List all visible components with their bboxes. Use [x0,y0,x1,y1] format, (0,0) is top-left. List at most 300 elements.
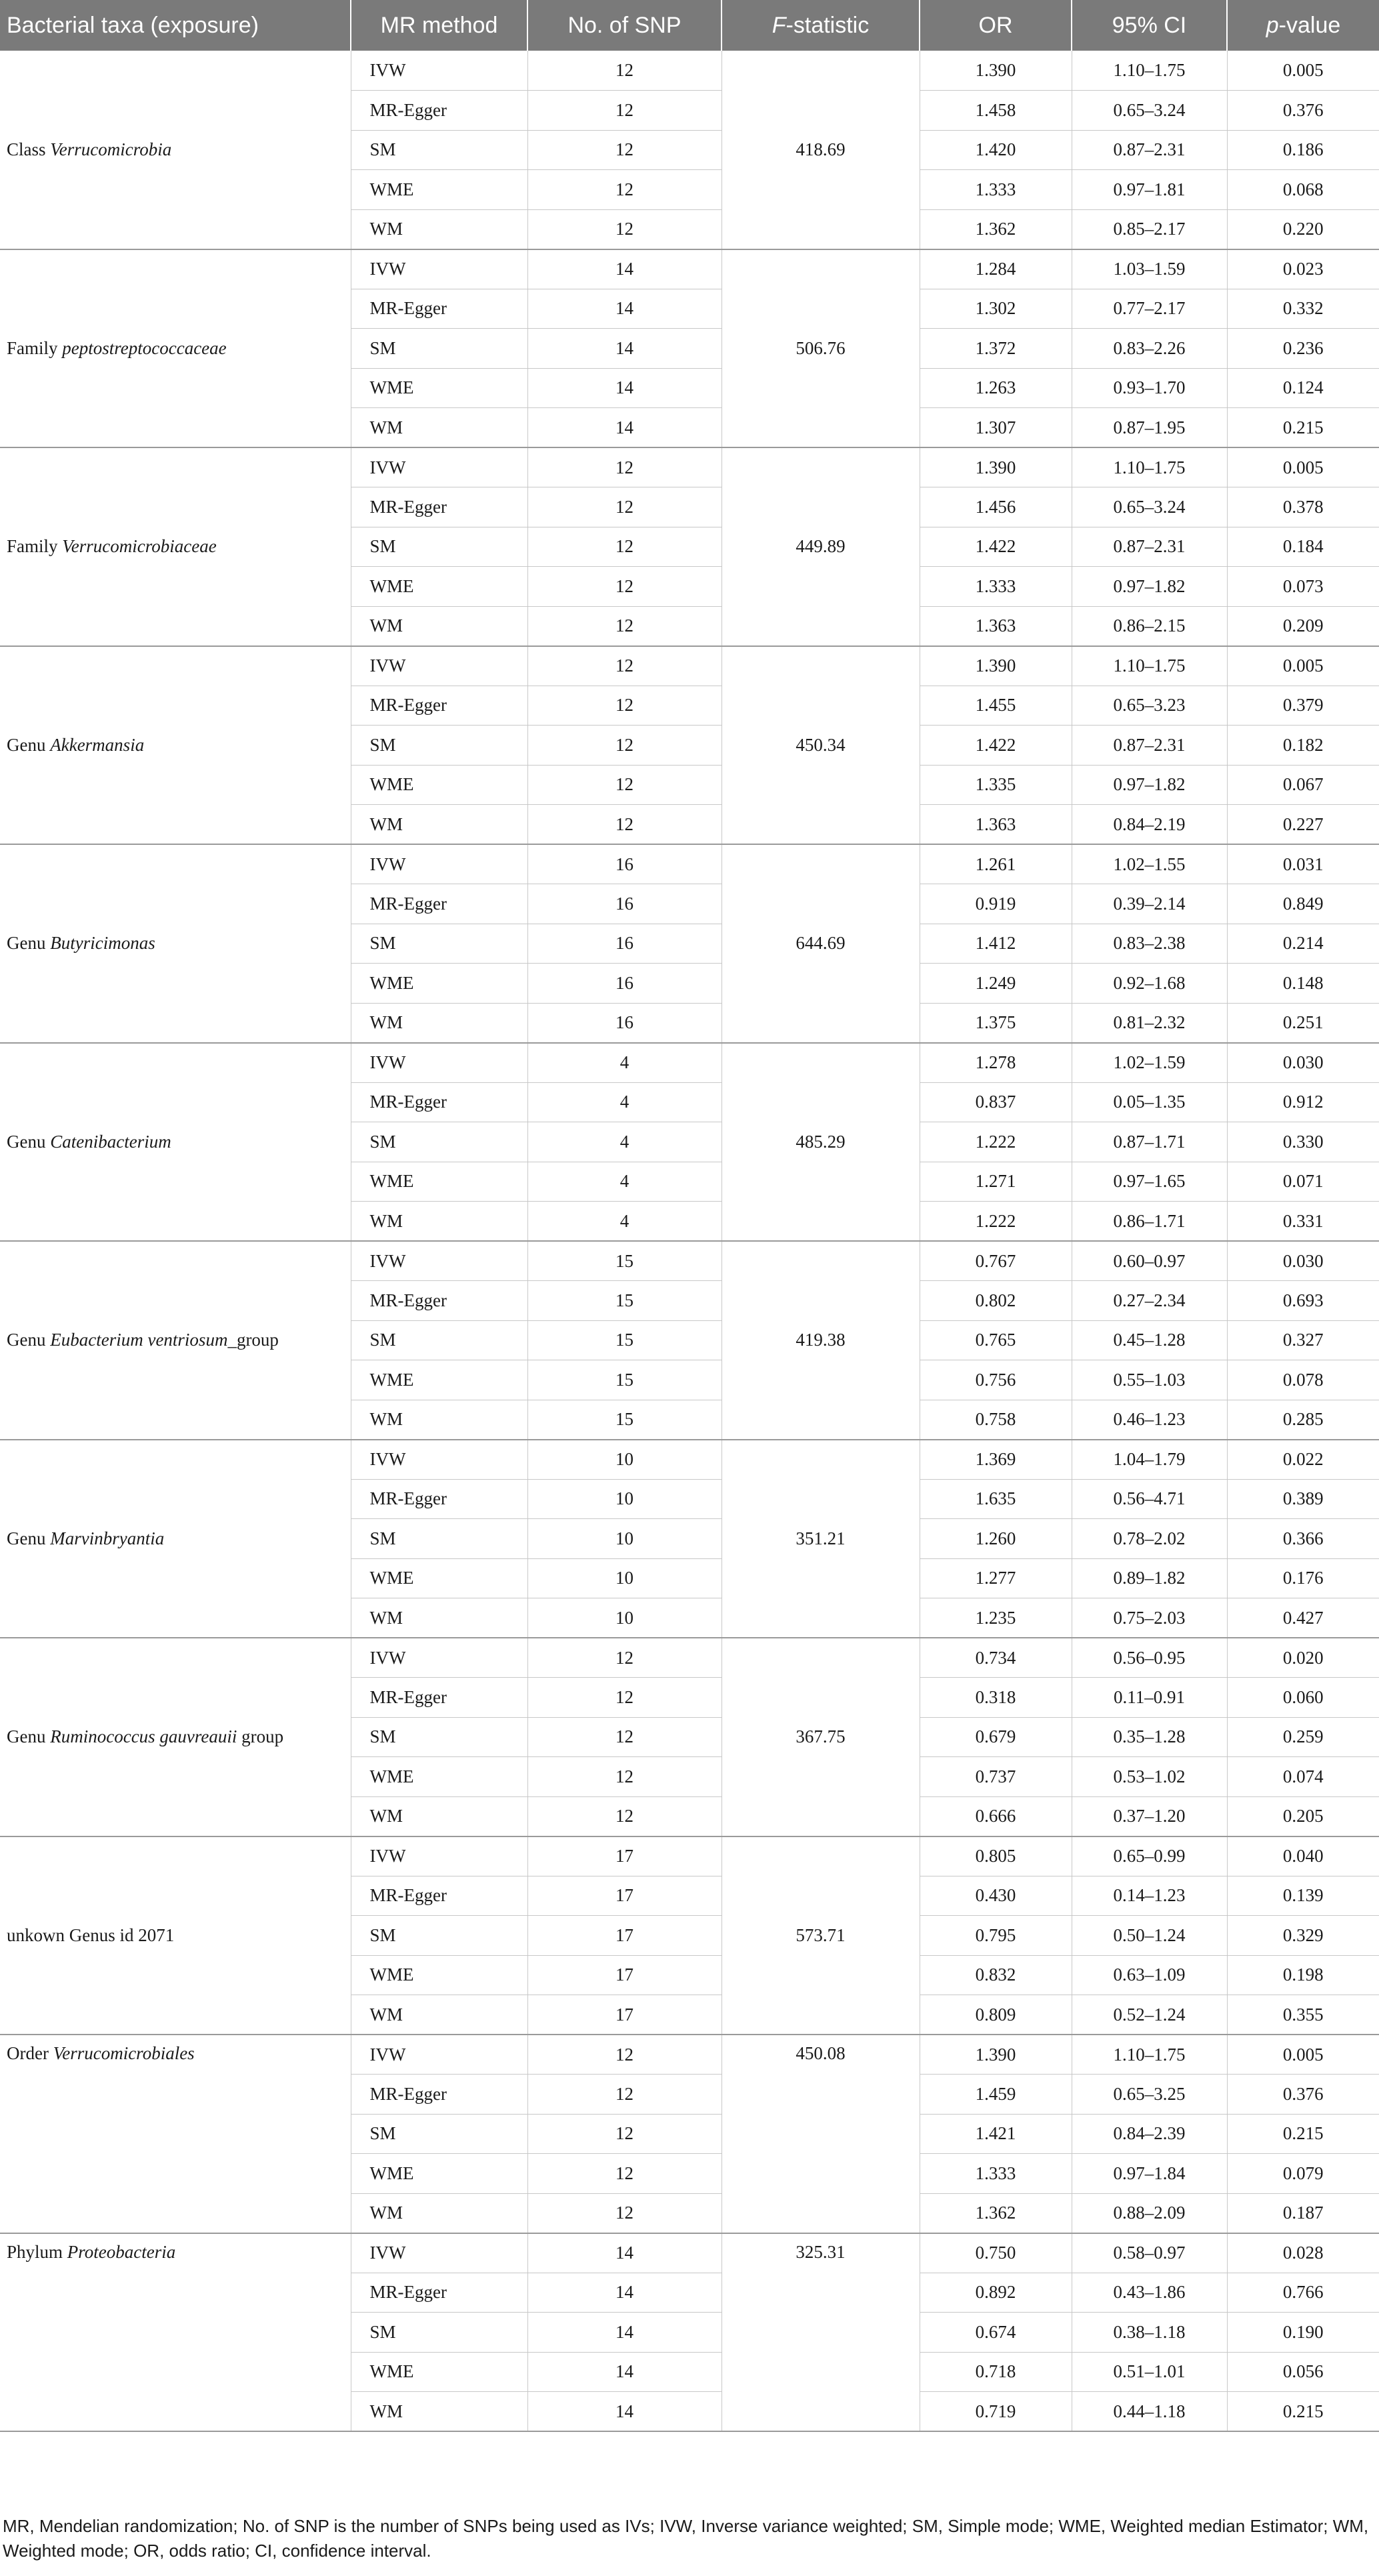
taxon-rank: Genu [7,1131,51,1152]
p-value-cell: 0.285 [1227,1400,1379,1440]
nsnp-cell: 15 [527,1360,722,1400]
p-value-cell: 0.198 [1227,1955,1379,1995]
p-value-cell: 0.366 [1227,1519,1379,1559]
method-cell: MR-Egger [351,1876,527,1916]
taxon-name: peptostreptococcaceae [62,337,227,358]
taxon-rank: Family [7,337,63,358]
nsnp-cell: 14 [527,2273,722,2313]
p-value-cell: 0.071 [1227,1162,1379,1202]
method-cell: WM [351,2392,527,2432]
ci-cell: 0.05–1.35 [1072,1082,1227,1122]
ci-cell: 0.37–1.20 [1072,1796,1227,1836]
p-value-cell: 0.040 [1227,1836,1379,1876]
or-cell: 0.666 [920,1796,1072,1836]
method-cell: WME [351,964,527,1004]
ci-cell: 0.86–1.71 [1072,1202,1227,1242]
p-value-cell: 0.693 [1227,1281,1379,1321]
ci-cell: 1.10–1.75 [1072,447,1227,487]
table-row [0,1836,1379,1876]
ci-cell: 0.89–1.82 [1072,1558,1227,1598]
ci-cell: 1.03–1.59 [1072,249,1227,289]
method-cell: WME [351,1955,527,1995]
method-cell: IVW [351,1440,527,1480]
method-cell: SM [351,1717,527,1757]
p-value-cell: 0.190 [1227,2313,1379,2353]
ci-cell: 0.87–1.71 [1072,1122,1227,1162]
or-cell: 1.421 [920,2114,1072,2154]
fstat-cell: 506.76 [722,249,920,448]
header-row [0,0,1379,51]
nsnp-cell: 12 [527,726,722,766]
or-cell: 1.278 [920,1043,1072,1083]
taxon-name: Marvinbryantia [50,1528,165,1548]
nsnp-cell: 10 [527,1558,722,1598]
ci-cell: 0.11–0.91 [1072,1678,1227,1718]
or-cell: 0.892 [920,2273,1072,2313]
nsnp-cell: 15 [527,1281,722,1321]
p-value-cell: 0.030 [1227,1241,1379,1281]
or-cell: 1.390 [920,51,1072,91]
taxon-cell [0,1241,351,1440]
method-cell: IVW [351,1638,527,1678]
p-value-cell: 0.215 [1227,2114,1379,2154]
nsnp-cell: 15 [527,1241,722,1281]
taxon-rank: unkown Genus id 2071 [7,1924,175,1945]
method-cell: WME [351,765,527,805]
p-value-cell: 0.205 [1227,1796,1379,1836]
method-cell: MR-Egger [351,686,527,726]
ci-cell: 0.97–1.65 [1072,1162,1227,1202]
p-value-cell: 0.022 [1227,1440,1379,1480]
table-row [0,1440,1379,1480]
nsnp-cell: 14 [527,368,722,408]
header-method: MR method [351,0,527,51]
header-nsnp: No. of SNP [527,0,722,51]
header-or: OR [920,0,1072,51]
nsnp-cell: 12 [527,487,722,527]
or-cell: 1.222 [920,1202,1072,1242]
method-cell: SM [351,2313,527,2353]
ci-cell: 0.83–2.38 [1072,924,1227,964]
method-cell: SM [351,1320,527,1360]
ci-cell: 0.55–1.03 [1072,1360,1227,1400]
method-cell: IVW [351,646,527,686]
p-value-cell: 0.124 [1227,368,1379,408]
or-cell: 1.362 [920,2193,1072,2233]
p-value-cell: 0.376 [1227,91,1379,131]
or-cell: 0.679 [920,1717,1072,1757]
or-cell: 1.333 [920,567,1072,607]
taxon-suffix: _group [227,1330,279,1350]
or-cell: 1.455 [920,686,1072,726]
nsnp-cell: 12 [527,2075,722,2115]
p-value-cell: 0.215 [1227,408,1379,448]
taxon-rank: Family [7,536,63,557]
or-cell: 0.919 [920,884,1072,924]
method-cell: WME [351,1360,527,1400]
p-value-cell: 0.187 [1227,2193,1379,2233]
taxon-name: Akkermansia [50,734,145,755]
or-cell: 1.260 [920,1519,1072,1559]
nsnp-cell: 14 [527,289,722,329]
nsnp-cell: 17 [527,1916,722,1956]
method-cell: SM [351,329,527,369]
method-cell: WME [351,567,527,607]
ci-cell: 0.75–2.03 [1072,1598,1227,1638]
nsnp-cell: 12 [527,1796,722,1836]
p-value-cell: 0.068 [1227,170,1379,210]
method-cell: IVW [351,1836,527,1876]
nsnp-cell: 16 [527,884,722,924]
ci-cell: 0.43–1.86 [1072,2273,1227,2313]
table-footnote: MR, Mendelian randomization; No. of SNP is the number of SNPs being used as IVs; IVW, Inverse variance weighted; SM, Simple mode; WME, Weighted median Estimator; WM, Weighted mode; OR, odds ratio; CI, confidence interval. [3,2516,1369,2561]
nsnp-cell: 4 [527,1162,722,1202]
nsnp-cell: 10 [527,1598,722,1638]
header-ci: 95% CI [1072,0,1227,51]
table-row [0,1043,1379,1083]
header-fstat-rest: -statistic [786,12,870,38]
ci-cell: 0.93–1.70 [1072,368,1227,408]
nsnp-cell: 17 [527,1995,722,2035]
method-cell: WM [351,1796,527,1836]
p-value-cell: 0.332 [1227,289,1379,329]
p-value-cell: 0.079 [1227,2154,1379,2194]
p-value-cell: 0.329 [1227,1916,1379,1956]
fstat-cell: 325.31 [722,2233,920,2432]
or-cell: 0.718 [920,2352,1072,2392]
or-cell: 1.277 [920,1558,1072,1598]
or-cell: 0.832 [920,1955,1072,1995]
or-cell: 0.802 [920,1281,1072,1321]
ci-cell: 0.56–0.95 [1072,1638,1227,1678]
fstat-cell: 418.69 [722,51,920,249]
or-cell: 1.302 [920,289,1072,329]
taxon-rank: Class [7,139,51,159]
method-cell: MR-Egger [351,1281,527,1321]
p-value-cell: 0.030 [1227,1043,1379,1083]
ci-cell: 0.35–1.28 [1072,1717,1227,1757]
nsnp-cell: 14 [527,2313,722,2353]
p-value-cell: 0.067 [1227,765,1379,805]
fstat-cell: 450.08 [722,2035,920,2233]
or-cell: 0.795 [920,1916,1072,1956]
or-cell: 0.765 [920,1320,1072,1360]
nsnp-cell: 16 [527,1003,722,1043]
ci-cell: 1.10–1.75 [1072,2035,1227,2075]
ci-cell: 0.97–1.82 [1072,765,1227,805]
p-value-cell: 0.005 [1227,646,1379,686]
or-cell: 1.420 [920,130,1072,170]
method-cell: IVW [351,51,527,91]
taxon-rank: Order [7,2043,53,2063]
p-value-cell: 0.389 [1227,1479,1379,1519]
method-cell: WM [351,1003,527,1043]
method-cell: IVW [351,2035,527,2075]
method-cell: WM [351,1598,527,1638]
ci-cell: 0.77–2.17 [1072,289,1227,329]
ci-cell: 0.46–1.23 [1072,1400,1227,1440]
method-cell: WM [351,805,527,845]
ci-cell: 0.97–1.81 [1072,170,1227,210]
method-cell: WME [351,368,527,408]
p-value-cell: 0.028 [1227,2233,1379,2273]
nsnp-cell: 17 [527,1955,722,1995]
or-cell: 1.390 [920,2035,1072,2075]
fstat-cell: 351.21 [722,1440,920,1638]
fstat-cell: 449.89 [722,447,920,646]
method-cell: MR-Egger [351,2273,527,2313]
or-cell: 0.719 [920,2392,1072,2432]
p-value-cell: 0.259 [1227,1717,1379,1757]
nsnp-cell: 12 [527,51,722,91]
or-cell: 0.750 [920,2233,1072,2273]
ci-cell: 0.52–1.24 [1072,1995,1227,2035]
nsnp-cell: 17 [527,1876,722,1916]
taxon-cell [0,1638,351,1836]
nsnp-cell: 15 [527,1320,722,1360]
or-cell: 1.333 [920,2154,1072,2194]
ci-cell: 0.60–0.97 [1072,1241,1227,1281]
table-header [0,0,1379,51]
method-cell: SM [351,1122,527,1162]
nsnp-cell: 12 [527,527,722,567]
ci-cell: 0.58–0.97 [1072,2233,1227,2273]
taxon-suffix: group [237,1726,284,1747]
p-value-cell: 0.182 [1227,726,1379,766]
p-value-cell: 0.005 [1227,2035,1379,2075]
nsnp-cell: 12 [527,2114,722,2154]
ci-cell: 0.92–1.68 [1072,964,1227,1004]
nsnp-cell: 10 [527,1519,722,1559]
ci-cell: 0.65–3.24 [1072,487,1227,527]
or-cell: 1.362 [920,209,1072,249]
or-cell: 0.737 [920,1757,1072,1797]
ci-cell: 0.27–2.34 [1072,1281,1227,1321]
ci-cell: 0.97–1.84 [1072,2154,1227,2194]
ci-cell: 0.84–2.19 [1072,805,1227,845]
nsnp-cell: 12 [527,686,722,726]
method-cell: MR-Egger [351,884,527,924]
ci-cell: 0.50–1.24 [1072,1916,1227,1956]
taxon-rank: Phylum [7,2241,67,2262]
method-cell: SM [351,1519,527,1559]
p-value-cell: 0.214 [1227,924,1379,964]
or-cell: 1.363 [920,805,1072,845]
nsnp-cell: 15 [527,1400,722,1440]
p-value-cell: 0.376 [1227,2075,1379,2115]
taxon-name: Verrucomicrobia [50,139,172,159]
or-cell: 1.372 [920,329,1072,369]
p-value-cell: 0.331 [1227,1202,1379,1242]
method-cell: MR-Egger [351,2075,527,2115]
or-cell: 0.756 [920,1360,1072,1400]
method-cell: MR-Egger [351,487,527,527]
ci-cell: 0.65–3.23 [1072,686,1227,726]
p-value-cell: 0.005 [1227,51,1379,91]
or-cell: 1.333 [920,170,1072,210]
or-cell: 0.758 [920,1400,1072,1440]
ci-cell: 1.02–1.55 [1072,844,1227,884]
method-cell: WME [351,1162,527,1202]
method-cell: WM [351,2193,527,2233]
method-cell: WME [351,170,527,210]
p-value-cell: 0.379 [1227,686,1379,726]
p-value-cell: 0.031 [1227,844,1379,884]
taxon-name: Verrucomicrobiaceae [62,536,217,557]
method-cell: WM [351,1400,527,1440]
method-cell: IVW [351,249,527,289]
method-cell: WM [351,1202,527,1242]
ci-cell: 0.38–1.18 [1072,2313,1227,2353]
fstat-cell: 573.71 [722,1836,920,2035]
or-cell: 1.459 [920,2075,1072,2115]
or-cell: 0.837 [920,1082,1072,1122]
taxon-cell [0,2233,351,2432]
nsnp-cell: 12 [527,447,722,487]
table-row [0,447,1379,487]
nsnp-cell: 12 [527,765,722,805]
ci-cell: 0.86–2.15 [1072,606,1227,646]
nsnp-cell: 12 [527,209,722,249]
taxon-cell [0,51,351,249]
or-cell: 1.422 [920,726,1072,766]
header-p-rest: -value [1278,12,1341,38]
ci-cell: 0.39–2.14 [1072,884,1227,924]
or-cell: 0.430 [920,1876,1072,1916]
p-value-cell: 0.912 [1227,1082,1379,1122]
p-value-cell: 0.020 [1227,1638,1379,1678]
method-cell: WM [351,209,527,249]
p-value-cell: 0.766 [1227,2273,1379,2313]
method-cell: WME [351,2352,527,2392]
method-cell: WM [351,606,527,646]
or-cell: 1.307 [920,408,1072,448]
nsnp-cell: 14 [527,408,722,448]
taxon-cell [0,1836,351,2035]
nsnp-cell: 12 [527,1638,722,1678]
nsnp-cell: 12 [527,1757,722,1797]
table-row [0,844,1379,884]
ci-cell: 0.84–2.39 [1072,2114,1227,2154]
taxon-cell [0,447,351,646]
header-fstat-italic: F [772,12,786,38]
p-value-cell: 0.005 [1227,447,1379,487]
ci-cell: 0.45–1.28 [1072,1320,1227,1360]
p-value-cell: 0.236 [1227,329,1379,369]
nsnp-cell: 4 [527,1202,722,1242]
nsnp-cell: 4 [527,1082,722,1122]
method-cell: IVW [351,1043,527,1083]
taxon-name: Eubacterium ventriosum [50,1330,228,1350]
fstat-cell: 485.29 [722,1043,920,1242]
nsnp-cell: 12 [527,646,722,686]
method-cell: MR-Egger [351,1479,527,1519]
taxon-rank: Genu [7,734,51,755]
ci-cell: 0.81–2.32 [1072,1003,1227,1043]
ci-cell: 1.02–1.59 [1072,1043,1227,1083]
p-value-cell: 0.078 [1227,1360,1379,1400]
or-cell: 1.456 [920,487,1072,527]
p-value-cell: 0.186 [1227,130,1379,170]
fstat-cell: 644.69 [722,844,920,1043]
p-value-cell: 0.184 [1227,527,1379,567]
ci-cell: 0.87–2.31 [1072,726,1227,766]
or-cell: 1.235 [920,1598,1072,1638]
nsnp-cell: 10 [527,1440,722,1480]
nsnp-cell: 12 [527,170,722,210]
p-value-cell: 0.060 [1227,1678,1379,1718]
nsnp-cell: 12 [527,567,722,607]
method-cell: IVW [351,447,527,487]
nsnp-cell: 12 [527,130,722,170]
taxon-name: Ruminococcus gauvreauii [50,1726,237,1747]
p-value-cell: 0.251 [1227,1003,1379,1043]
ci-cell: 0.65–0.99 [1072,1836,1227,1876]
taxon-rank: Genu [7,1330,51,1350]
ci-cell: 1.04–1.79 [1072,1440,1227,1480]
method-cell: IVW [351,1241,527,1281]
nsnp-cell: 16 [527,924,722,964]
or-cell: 1.412 [920,924,1072,964]
fstat-cell: 367.75 [722,1638,920,1836]
nsnp-cell: 4 [527,1043,722,1083]
method-cell: SM [351,1916,527,1956]
nsnp-cell: 14 [527,2392,722,2432]
p-value-cell: 0.209 [1227,606,1379,646]
ci-cell: 0.53–1.02 [1072,1757,1227,1797]
table-row [0,249,1379,289]
taxon-name: Butyricimonas [50,933,155,954]
method-cell: SM [351,527,527,567]
table-row [0,1241,1379,1281]
ci-cell: 0.78–2.02 [1072,1519,1227,1559]
nsnp-cell: 4 [527,1122,722,1162]
ci-cell: 0.88–2.09 [1072,2193,1227,2233]
method-cell: WM [351,1995,527,2035]
p-value-cell: 0.227 [1227,805,1379,845]
nsnp-cell: 12 [527,2193,722,2233]
or-cell: 0.318 [920,1678,1072,1718]
ci-cell: 0.51–1.01 [1072,2352,1227,2392]
nsnp-cell: 16 [527,964,722,1004]
method-cell: IVW [351,844,527,884]
or-cell: 0.674 [920,2313,1072,2353]
nsnp-cell: 12 [527,606,722,646]
or-cell: 1.458 [920,91,1072,131]
ci-cell: 0.87–1.95 [1072,408,1227,448]
ci-cell: 1.10–1.75 [1072,51,1227,91]
or-cell: 1.284 [920,249,1072,289]
p-value-cell: 0.056 [1227,2352,1379,2392]
taxon-name: Catenibacterium [50,1131,171,1152]
or-cell: 1.390 [920,447,1072,487]
p-value-cell: 0.327 [1227,1320,1379,1360]
ci-cell: 0.44–1.18 [1072,2392,1227,2432]
p-value-cell: 0.355 [1227,1995,1379,2035]
method-cell: SM [351,130,527,170]
fstat-cell: 450.34 [722,646,920,845]
nsnp-cell: 12 [527,91,722,131]
or-cell: 1.261 [920,844,1072,884]
method-cell: SM [351,2114,527,2154]
taxon-cell [0,2035,351,2233]
taxon-name: Verrucomicrobiales [53,2043,195,2063]
nsnp-cell: 10 [527,1479,722,1519]
nsnp-cell: 14 [527,2352,722,2392]
or-cell: 0.767 [920,1241,1072,1281]
ci-cell: 0.63–1.09 [1072,1955,1227,1995]
p-value-cell: 0.073 [1227,567,1379,607]
